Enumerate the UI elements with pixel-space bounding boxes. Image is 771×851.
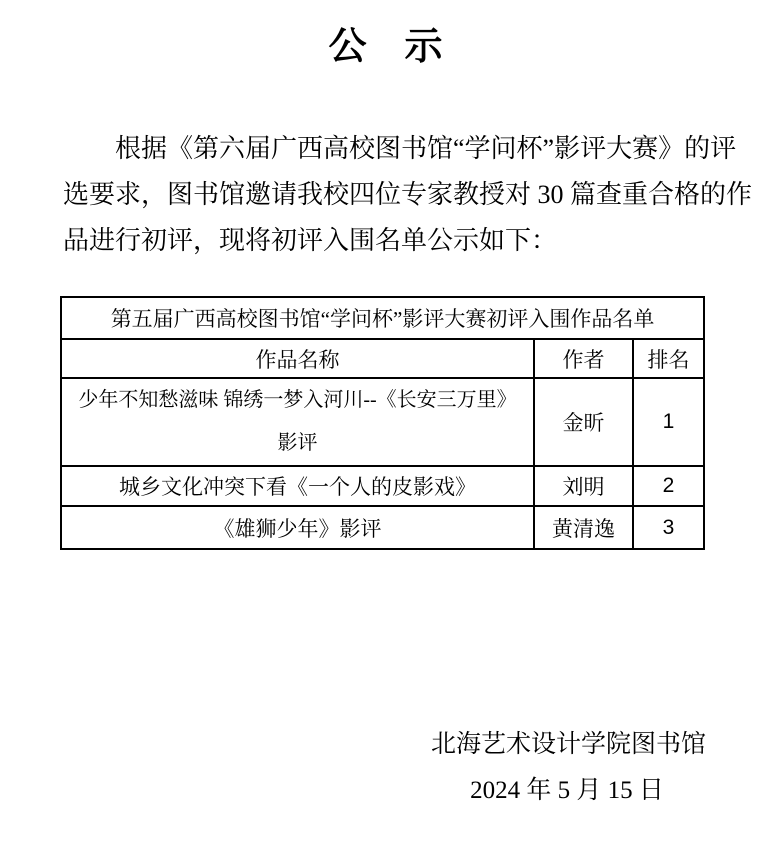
column-header-work-name: 作品名称 — [61, 339, 534, 378]
table-header-row — [61, 339, 704, 378]
table-row — [61, 506, 704, 549]
notice-date: 2024 年 5 月 15 日 — [470, 777, 664, 804]
author-cell: 刘明 — [534, 466, 633, 506]
work-name-line: 影评 — [277, 432, 318, 454]
table-title-row — [61, 297, 704, 339]
author-cell: 黄清逸 — [534, 506, 633, 549]
table-row — [61, 378, 704, 466]
rank-cell: 3 — [633, 506, 704, 549]
signature-block — [431, 722, 707, 814]
work-name-cell: 城乡文化冲突下看《一个人的皮影戏》 — [61, 466, 534, 506]
paragraph-line: 根据《第六届广西高校图书馆“学问杯”影评大赛》的评 — [115, 134, 737, 163]
table-row — [61, 466, 704, 506]
work-name-line: 少年不知愁滋味 锦绣一梦入河川--《长安三万里》 — [78, 389, 517, 411]
organization-name: 北海艺术设计学院图书馆 — [431, 731, 707, 758]
work-name-cell: 《雄狮少年》影评 — [61, 506, 534, 549]
paragraph-line: 选要求，图书馆邀请我校四位专家教授对 30 篇查重合格的作 — [63, 180, 753, 209]
paragraph-line: 品进行初评，现将初评入围名单公示如下： — [63, 226, 558, 255]
column-header-rank: 排名 — [633, 339, 704, 378]
author-cell: 金昕 — [534, 378, 633, 466]
rank-cell: 2 — [633, 466, 704, 506]
work-name-cell — [61, 378, 534, 466]
rank-cell: 1 — [633, 378, 704, 466]
shortlist-table — [60, 296, 705, 550]
column-header-author: 作者 — [534, 339, 633, 378]
notice-paragraph — [63, 126, 753, 264]
notice-title: 公 示 — [328, 26, 443, 68]
table-title: 第五届广西高校图书馆“学问杯”影评大赛初评入围作品名单 — [61, 297, 704, 339]
